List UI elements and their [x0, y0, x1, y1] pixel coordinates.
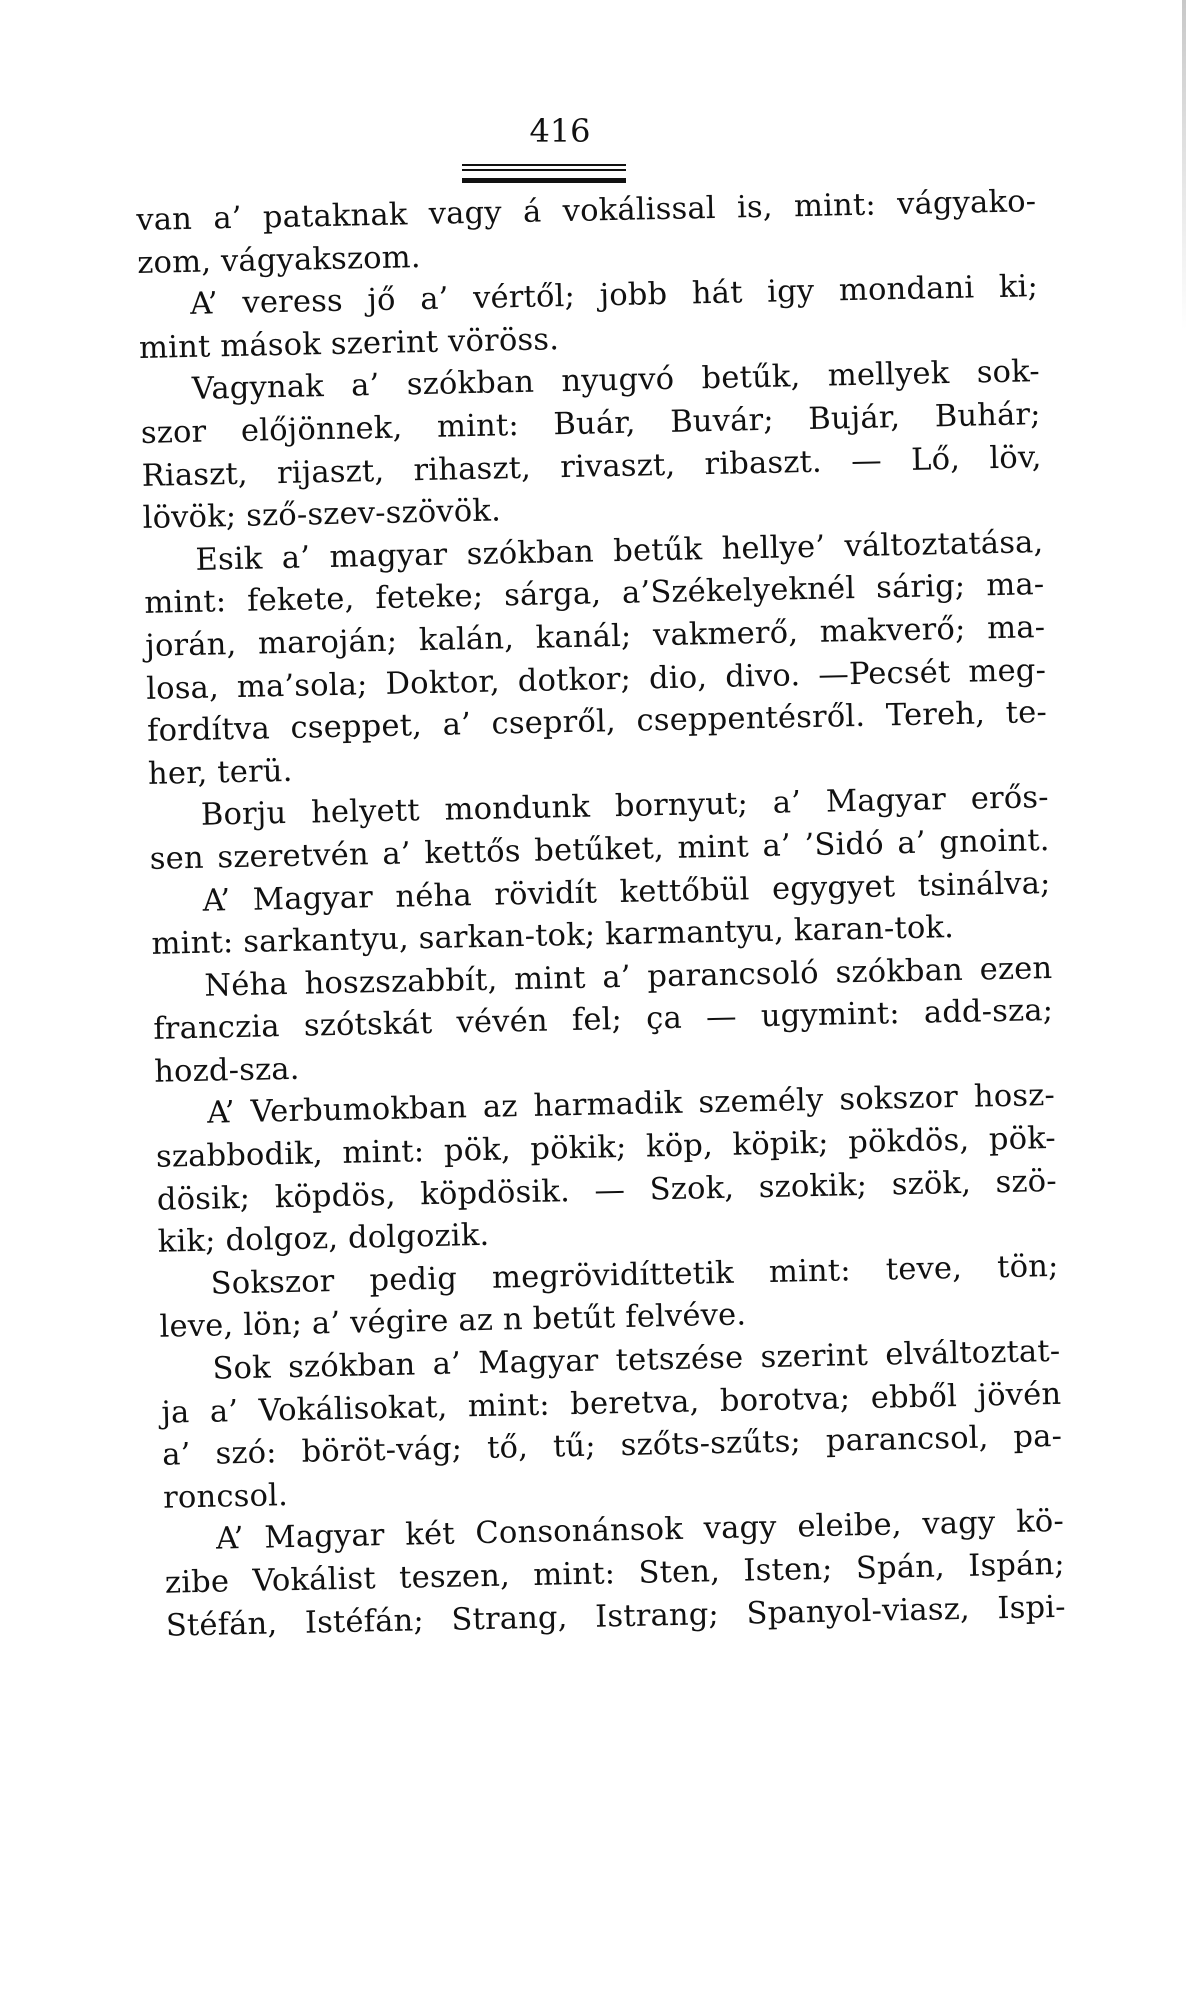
- text-line: Riaszt, rijaszt, rihaszt, rivaszt, ribaszt. — Lő, löv,: [141, 439, 1042, 494]
- text-line: Sokszor pedig megrövidíttetik mint: teve, tön;: [210, 1248, 1059, 1302]
- text-line: Sok szókban a’ Magyar tetszése szerint elváltoztat-: [212, 1333, 1061, 1387]
- page-edge-shadow: [1182, 0, 1186, 330]
- text-line: ja a’ Vokálisokat, mint: beretva, borotva; ebből jövén: [161, 1376, 1062, 1431]
- header-rule: [462, 164, 626, 183]
- text-line: a’ szó: böröt-vág; tő, tű; szőts-szűts; parancsol, pa-: [161, 1419, 1063, 1473]
- text-line: fordítva cseppet, a’ csepről, cseppentésről. Tereh, te-: [146, 695, 1048, 750]
- text-line: Esik a’ magyar szókban betűk hellye’ változtatása,: [195, 524, 1044, 578]
- text-line: her, terü.: [147, 753, 293, 792]
- text-line: zibe Vokálist teszen, mint: Sten, Isten; Spán, Ispán;: [164, 1546, 1066, 1601]
- text-line: lövök; sző-szev-szövök.: [142, 493, 502, 537]
- text-line: dösik; köpdös, köpdösik. — Szok, szokik; szök, szö-: [156, 1163, 1058, 1218]
- text-line: A’ Verbumokban az harmadik személy sokszor hosz-: [206, 1078, 1056, 1132]
- text-line: A’ Magyar néha rövidít kettőbül egygyet tsinálva;: [202, 865, 1051, 919]
- text-line: Borju helyett mondunk bornyut; a’ Magyar erős-: [200, 780, 1050, 834]
- text-line: franczia szótskát vévén fel; ça — ugymint: add-sza;: [153, 993, 1054, 1048]
- text-line: leve, lön; a’ végire az n betűt felvéve.: [159, 1297, 747, 1346]
- page-text-body: [136, 181, 1066, 1648]
- text-line: van a’ pataknak vagy á vokálissal is, mint: vágyako-: [136, 184, 1037, 238]
- text-line: szor előjönnek, mint: Buár, Buvár; Bujár, Buhár;: [140, 397, 1042, 451]
- text-line: kik; dolgoz, dolgozik.: [157, 1218, 490, 1261]
- text-line: mint: sarkantyu, sarkan-tok; karmantyu, karan-tok.: [151, 910, 955, 962]
- text-line: zom, vágyakszom.: [136, 239, 422, 281]
- text-line: mint: fekete, feteke; sárga, a’Székelyeknél sárig; ma-: [144, 567, 1045, 622]
- text-line: Stéfán, Istéfán; Strang, Istrang; Spanyol-viasz, Ispi-: [165, 1589, 1067, 1644]
- text-line: mint mások szerint vöröss.: [138, 321, 560, 366]
- text-line: szabbodik, mint: pök, pökik; köp, köpik; pökdös, pök-: [155, 1121, 1057, 1175]
- text-line: sen szeretvén a’ kettős betűket, mint a’ ’Sidó a’ gnoint.: [149, 822, 1050, 877]
- text-line: jorán, maroján; kalán, kanál; vakmerő, makverő; ma-: [144, 609, 1046, 664]
- text-line: roncsol.: [162, 1477, 289, 1516]
- text-line: losa, ma’sola; Doktor, dotkor; dio, divo. —Pecsét meg-: [145, 652, 1047, 707]
- text-line: hozd-sza.: [153, 1051, 300, 1090]
- text-line: Vagynak a’ szókban nyugvó betűk, mellyek sok-: [191, 354, 1041, 408]
- text-line: A’ veress jő a’ vértől; jobb hát igy mondani ki;: [189, 269, 1039, 323]
- text-line: Néha hoszszabbít, mint a’ parancsoló szókban ezen: [204, 950, 1053, 1004]
- page-number: 416: [529, 112, 591, 150]
- text-line: A’ Magyar két Consonánsok vagy eleibe, vagy kö-: [215, 1504, 1065, 1558]
